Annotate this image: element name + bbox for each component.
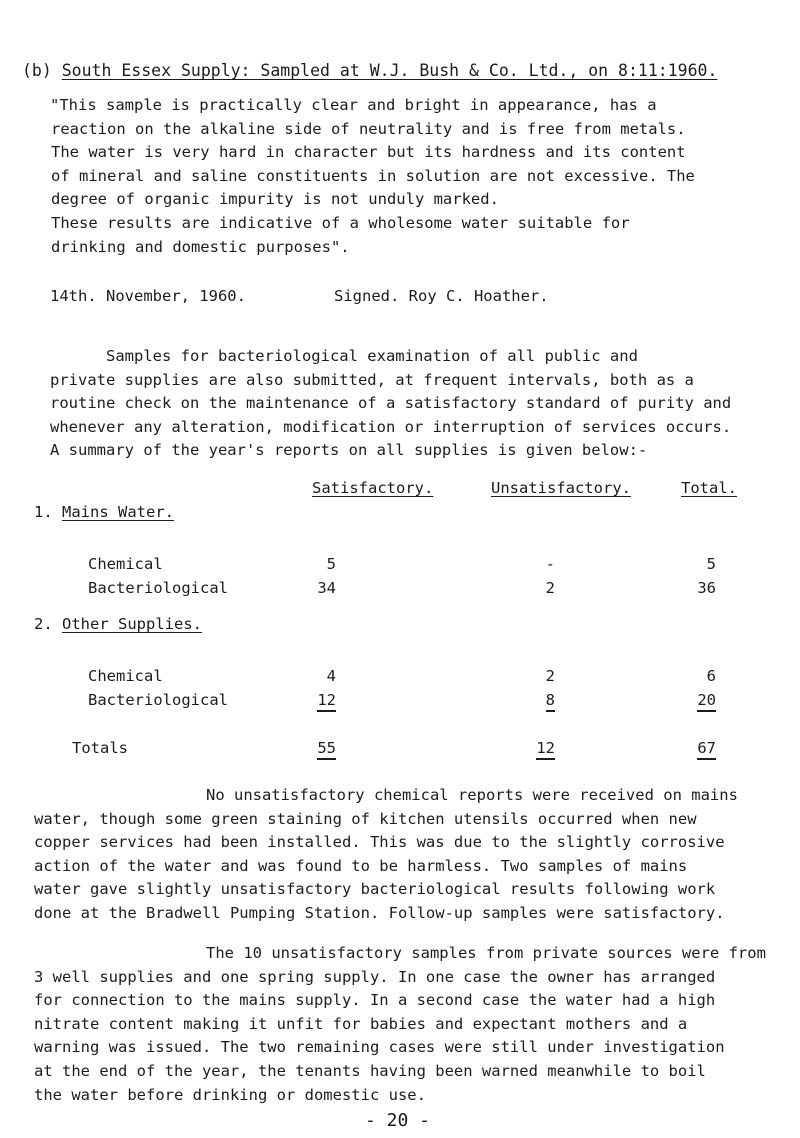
cell-unsatisfactory: 2 <box>545 579 555 597</box>
quote-line: "This sample is practically clear and bright in appearance, has a <box>50 96 657 114</box>
section-other-supplies <box>34 613 202 637</box>
cell-satisfactory: 34 <box>317 579 336 597</box>
para-line: the water before drinking or domestic use. <box>34 1085 426 1104</box>
header-total: Total. <box>681 479 737 497</box>
totals-satisfactory: 55 <box>317 739 336 760</box>
section-prefix: (b) <box>22 61 52 80</box>
cell-satisfactory: 5 <box>326 555 336 573</box>
section-label: Mains Water. <box>62 503 174 521</box>
para-line: nitrate content making it unfit for babies and expectant mothers and a <box>34 1014 688 1033</box>
section-mains-water <box>34 501 174 525</box>
totals-label: Totals <box>72 739 128 757</box>
signature-date: 14th. November, 1960. <box>50 287 246 305</box>
intro-paragraph <box>50 345 731 463</box>
cell-total: 20 <box>697 691 716 712</box>
para-line: copper services had been installed. This was due to the slightly corrosive <box>34 833 725 852</box>
cell-total: 5 <box>706 555 716 573</box>
para-line: at the end of the year, the tenants having been warned meanwhile to boil <box>34 1061 706 1080</box>
section-title: South Essex Supply: Sampled at W.J. Bush & Co. Ltd., on 8:11:1960. <box>61 61 718 80</box>
section-label: Other Supplies. <box>62 615 202 633</box>
mains-paragraph <box>34 784 738 926</box>
quote-line: The water is very hard in character but its hardness and its content <box>51 143 686 162</box>
section-heading <box>22 59 717 83</box>
section-number: 1. <box>34 503 53 521</box>
cell-unsatisfactory: 8 <box>546 691 555 712</box>
cell-total: 36 <box>697 579 716 597</box>
cell-total: 6 <box>706 667 716 685</box>
intro-line: A summary of the year's reports on all supplies is given below:- <box>50 441 648 460</box>
totals-unsatisfactory-wrap <box>515 737 555 761</box>
para-line: for connection to the mains supply. In a second case the water had a high <box>34 991 716 1010</box>
signature-name: Signed. Roy C. Hoather. <box>334 287 549 305</box>
intro-line: routine check on the maintenance of a satisfactory standard of purity and <box>50 394 732 413</box>
para-line: No unsatisfactory chemical reports were received on mains <box>206 786 738 804</box>
totals-total: 67 <box>697 739 716 760</box>
quote-line: drinking and domestic purposes". <box>51 237 350 256</box>
analyst-quote <box>50 94 695 259</box>
quote-line: degree of organic impurity is not unduly marked. <box>51 190 499 209</box>
quote-line: reaction on the alkaline side of neutrality and is free from metals. <box>51 119 686 138</box>
row-label: Chemical <box>88 667 163 685</box>
cell-unsatisfactory: - <box>545 555 555 573</box>
intro-line: whenever any alteration, modification or interruption of services occurs. <box>50 417 732 436</box>
row-label: Bacteriological <box>88 579 228 597</box>
totals-unsatisfactory: 12 <box>536 739 555 760</box>
cell-total-wrap <box>676 689 716 713</box>
para-line: action of the water and was found to be harmless. Two samples of mains <box>34 856 688 875</box>
header-satisfactory: Satisfactory. <box>312 479 434 497</box>
row-label: Bacteriological <box>88 691 228 709</box>
header-unsatisfactory: Unsatisfactory. <box>491 479 631 497</box>
totals-satisfactory-wrap <box>296 737 336 761</box>
para-line: done at the Bradwell Pumping Station. Follow-up samples were satisfactory. <box>34 903 725 922</box>
private-paragraph <box>34 942 766 1107</box>
para-line: 3 well supplies and one spring supply. In one case the owner has arranged <box>34 967 716 986</box>
cell-satisfactory: 12 <box>317 691 336 712</box>
cell-unsatisfactory-wrap <box>515 689 555 713</box>
para-line: The 10 unsatisfactory samples from private sources were from <box>206 944 766 962</box>
quote-line: These results are indicative of a wholesome water suitable for <box>51 213 630 232</box>
cell-satisfactory-wrap <box>296 689 336 713</box>
row-label: Chemical <box>88 555 163 573</box>
quote-line: of mineral and saline constituents in solution are not excessive. The <box>51 166 695 185</box>
para-line: warning was issued. The two remaining cases were still under investigation <box>34 1038 725 1057</box>
intro-line: Samples for bacteriological examination of all public and <box>106 347 638 365</box>
totals-total-wrap <box>676 737 716 761</box>
para-line: water gave slightly unsatisfactory bacteriological results following work <box>34 880 716 899</box>
cell-satisfactory: 4 <box>326 667 336 685</box>
section-number: 2. <box>34 615 53 633</box>
intro-line: private supplies are also submitted, at frequent intervals, both as a <box>50 370 694 389</box>
cell-unsatisfactory: 2 <box>545 667 555 685</box>
para-line: water, though some green staining of kitchen utensils occurred when new <box>34 809 697 828</box>
page-number: - 20 - <box>365 1110 431 1131</box>
